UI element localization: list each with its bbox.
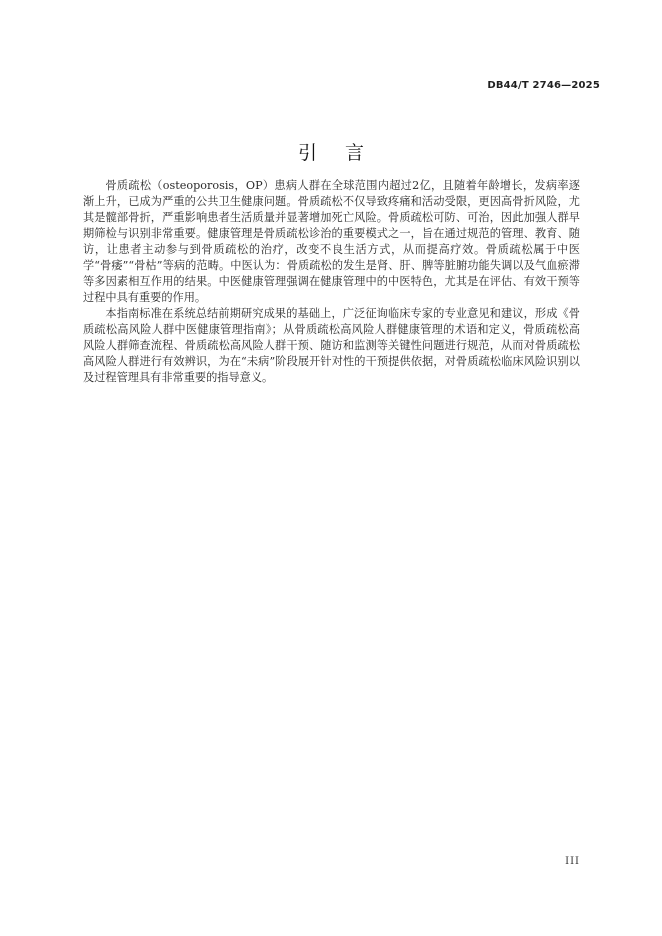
page-number: III [565, 856, 580, 867]
document-code: DB44/T 2746—2025 [487, 80, 600, 91]
paragraph-1: 骨质疏松（osteoporosis，OP）患病人群在全球范围内超过2亿，且随着年龄增长，发病率逐渐上升，已成为严重的公共卫生健康问题。骨质疏松不仅导致疼痛和活动受限，更因高骨折风险，尤其是髋部骨折，严重影响患者生活质量并显著增加死亡风险。骨质疏松可防、可治，因此加强人群早期筛检与识别非常重要。健康管理是骨质疏松诊治的重要模式之一，旨在通过规范的管理、教育、随访，让患者主动参与到骨质疏松的治疗，改变不良生活方式，从而提高疗效。骨质疏松属于中医学“骨痿”“骨枯”等病的范畴。中医认为：骨质疏松的发生是肾、肝、脾等脏腑功能失调以及气血瘀滞等多因素相互作用的结果。中医健康管理强调在健康管理中的中医特色，尤其是在评估、有效干预等过程中具有重要的作用。 [83, 179, 580, 304]
introduction-body [83, 178, 580, 386]
paragraph-2: 本指南标准在系统总结前期研究成果的基础上，广泛征询临床专家的专业意见和建议，形成《骨质疏松高风险人群中医健康管理指南》；从骨质疏松高风险人群健康管理的术语和定义，骨质疏松高风险人群筛查流程、骨质疏松高风险人群干预、随访和监测等关键性问题进行规范，从而对骨质疏松高风险人群进行有效辨识，为在“未病”阶段展开针对性的干预提供依据，对骨质疏松临床风险识别以及过程管理具有非常重要的指导意义。 [83, 307, 580, 384]
section-title: 引言 [297, 142, 392, 164]
